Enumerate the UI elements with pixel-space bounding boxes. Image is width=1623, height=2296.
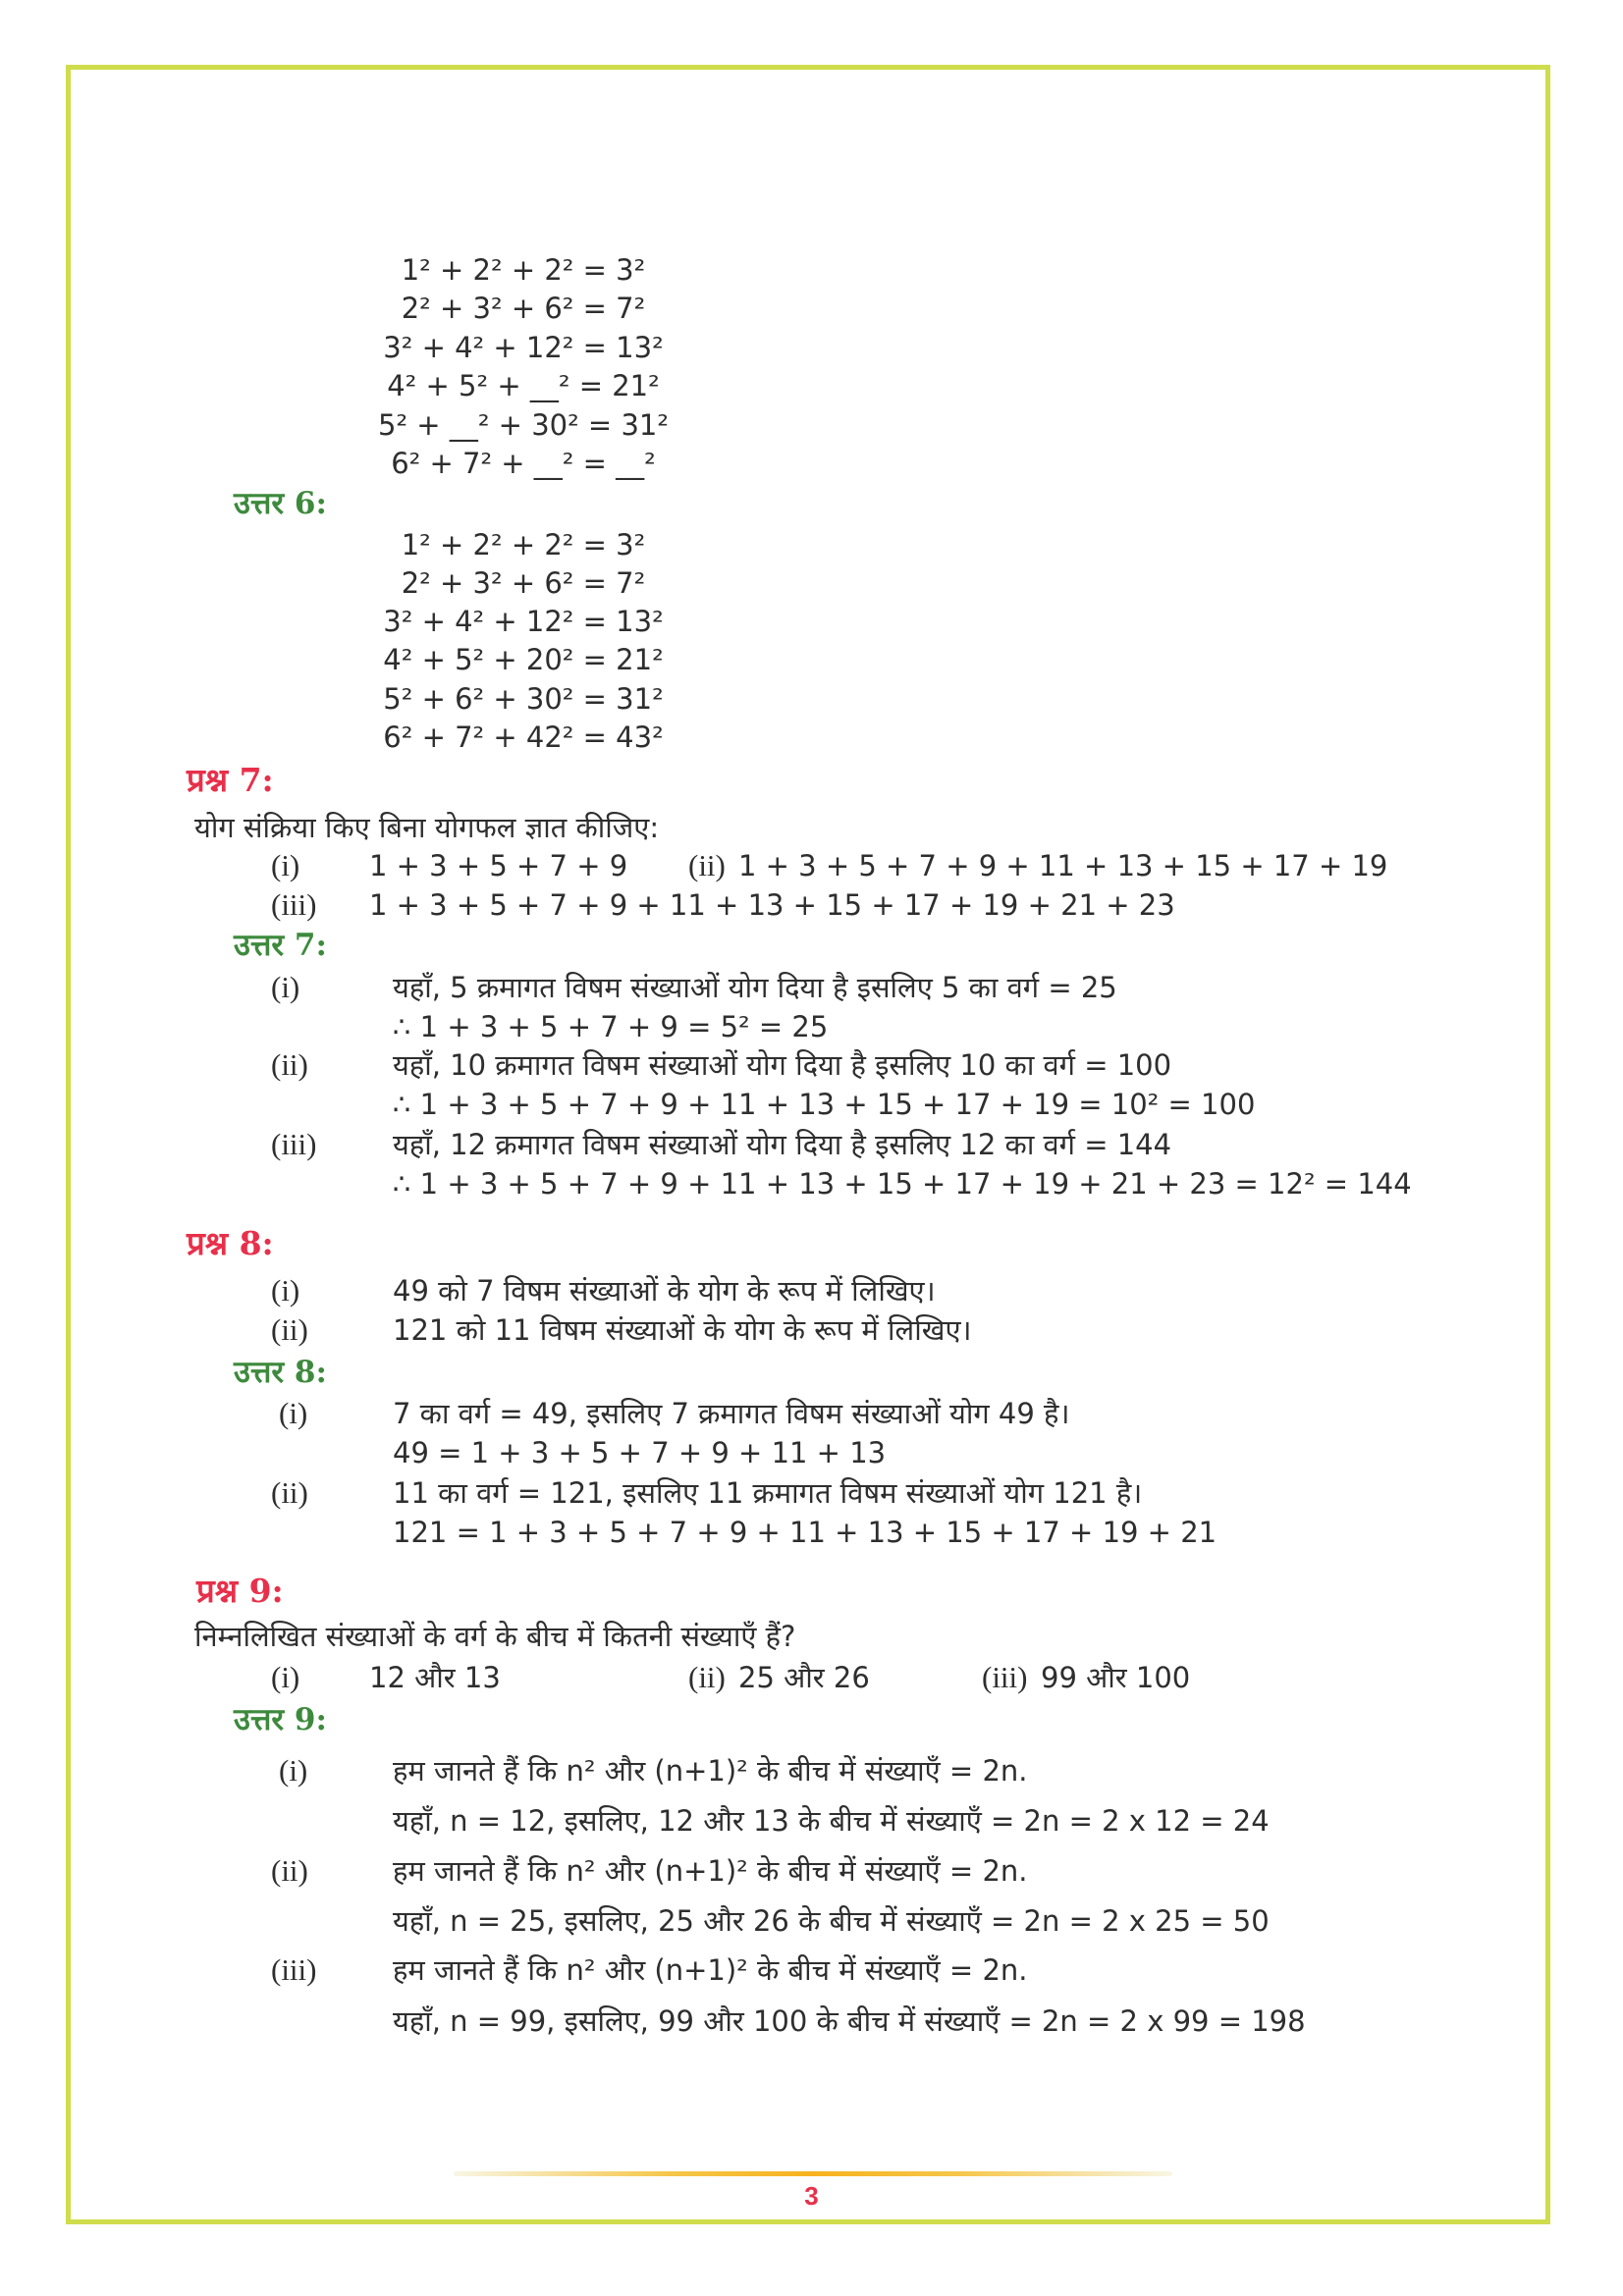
answer-line: यहाँ, n = 25, इसलिए, 25 और 26 के बीच में संख्याएँ = 2n = 2 x 25 = 50 — [393, 1904, 1270, 1938]
answer-line: यहाँ, n = 99, इसलिए, 99 और 100 के बीच में संख्याएँ = 2n = 2 x 99 = 198 — [393, 2004, 1306, 2038]
footer-divider — [454, 2171, 1172, 2176]
answer-line: 11 का वर्ग = 121, इसलिए 11 क्रमागत विषम संख्याओं योग 121 है। — [393, 1476, 1143, 1510]
part-expression: 1 + 3 + 5 + 7 + 9 — [369, 849, 628, 882]
part-label: (i) — [271, 1660, 300, 1694]
equation: 4² + 5² + __² = 21² — [387, 369, 660, 402]
part-label: (ii) — [271, 1853, 308, 1888]
answer-heading: उत्तर 6: — [234, 486, 327, 521]
answer-heading: उत्तर 8: — [234, 1355, 327, 1390]
equation: 2² + 3² + 6² = 7² — [401, 566, 646, 600]
part-text: 25 और 26 — [738, 1661, 870, 1694]
question-text: योग संक्रिया किए बिना योगफल ज्ञात कीजिए: — [194, 811, 660, 844]
question-text: निम्नलिखित संख्याओं के वर्ग के बीच में कितनी संख्याएँ हैं? — [194, 1620, 796, 1653]
answer-line: 121 = 1 + 3 + 5 + 7 + 9 + 11 + 13 + 15 + 17 + 19 + 21 — [393, 1516, 1217, 1549]
part-label: (ii) — [271, 1047, 308, 1082]
equation: 6² + 7² + __² = __² — [391, 447, 656, 480]
equation: 6² + 7² + 42² = 43² — [383, 721, 664, 754]
part-label: (i) — [279, 1753, 308, 1788]
part-label: (i) — [271, 1273, 300, 1308]
page-number: 3 — [804, 2181, 819, 2211]
part-label: (iii) — [271, 1127, 317, 1161]
question-heading: प्रश्न 9: — [196, 1572, 284, 1610]
part-label: (iii) — [982, 1660, 1028, 1694]
answer-line: हम जानते हैं कि n² और (n+1)² के बीच में संख्याएँ = 2n. — [393, 1754, 1028, 1788]
answer-line: ∴ 1 + 3 + 5 + 7 + 9 + 11 + 13 + 15 + 17 + 19 + 21 + 23 = 12² = 144 — [393, 1167, 1412, 1201]
equation: 3² + 4² + 12² = 13² — [383, 331, 664, 364]
part-text: 121 को 11 विषम संख्याओं के योग के रूप में लिखिए। — [393, 1313, 972, 1347]
part-label: (ii) — [271, 1475, 308, 1510]
answer-line: यहाँ, 10 क्रमागत विषम संख्याओं योग दिया है इसलिए 10 का वर्ग = 100 — [393, 1048, 1172, 1082]
part-text: 12 और 13 — [369, 1661, 501, 1694]
equation: 1² + 2² + 2² = 3² — [401, 253, 646, 287]
equation: 1² + 2² + 2² = 3² — [401, 528, 646, 561]
equation: 2² + 3² + 6² = 7² — [401, 292, 646, 325]
part-label: (i) — [271, 848, 300, 882]
equation: 3² + 4² + 12² = 13² — [383, 605, 664, 638]
part-text: 49 को 7 विषम संख्याओं के योग के रूप में लिखिए। — [393, 1274, 936, 1308]
part-expression: 1 + 3 + 5 + 7 + 9 + 11 + 13 + 15 + 17 + 19 — [738, 849, 1388, 882]
answer-line: ∴ 1 + 3 + 5 + 7 + 9 + 11 + 13 + 15 + 17 + 19 = 10² = 100 — [393, 1088, 1256, 1121]
part-label: (i) — [271, 970, 300, 1004]
part-label: (ii) — [271, 1312, 308, 1347]
part-label: (i) — [279, 1396, 308, 1430]
answer-line: 7 का वर्ग = 49, इसलिए 7 क्रमागत विषम संख्याओं योग 49 है। — [393, 1397, 1070, 1430]
part-text: 99 और 100 — [1041, 1661, 1191, 1694]
equation: 5² + 6² + 30² = 31² — [383, 682, 664, 716]
answer-line: 49 = 1 + 3 + 5 + 7 + 9 + 11 + 13 — [393, 1436, 887, 1469]
answer-heading: उत्तर 9: — [234, 1702, 327, 1737]
answer-line: यहाँ, 5 क्रमागत विषम संख्याओं योग दिया है इसलिए 5 का वर्ग = 25 — [393, 971, 1117, 1004]
answer-heading: उत्तर 7: — [234, 928, 327, 963]
answer-line: यहाँ, n = 12, इसलिए, 12 और 13 के बीच में संख्याएँ = 2n = 2 x 12 = 24 — [393, 1804, 1270, 1838]
answer-line: हम जानते हैं कि n² और (n+1)² के बीच में संख्याएँ = 2n. — [393, 1953, 1028, 1987]
part-label: (iii) — [271, 1952, 317, 1987]
question-heading: प्रश्न 7: — [187, 761, 274, 799]
equation: 4² + 5² + 20² = 21² — [383, 643, 664, 676]
answer-line: यहाँ, 12 क्रमागत विषम संख्याओं योग दिया है इसलिए 12 का वर्ग = 144 — [393, 1128, 1172, 1161]
part-label: (iii) — [271, 887, 317, 922]
question-heading: प्रश्न 8: — [187, 1224, 274, 1262]
answer-line: हम जानते हैं कि n² और (n+1)² के बीच में संख्याएँ = 2n. — [393, 1854, 1028, 1888]
part-label: (ii) — [688, 848, 726, 882]
answer-line: ∴ 1 + 3 + 5 + 7 + 9 = 5² = 25 — [393, 1010, 829, 1043]
equation: 5² + __² + 30² = 31² — [378, 408, 669, 442]
part-expression: 1 + 3 + 5 + 7 + 9 + 11 + 13 + 15 + 17 + 19 + 21 + 23 — [369, 888, 1175, 922]
part-label: (ii) — [688, 1660, 726, 1694]
